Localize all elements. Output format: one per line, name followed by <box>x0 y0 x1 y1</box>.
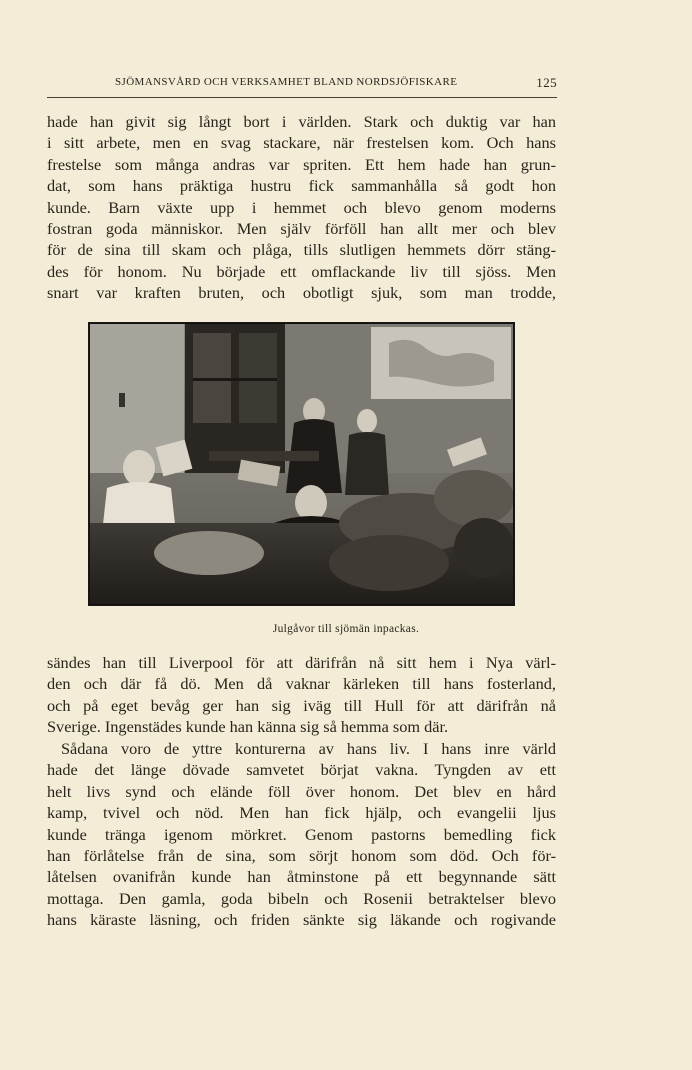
text-line: han förlåtelse från de sina, som sörjt honom som död. Och för- <box>47 846 556 866</box>
photograph-illustration <box>89 323 514 605</box>
text-line: mottaga. Den gamla, goda bibeln och Rosenii betraktelser blevo <box>47 888 556 908</box>
text-line: helt livs synd och elände föll över honom. Det blev en hård <box>47 781 556 801</box>
text-line: i sitt arbete, men en svag stackare, när frestelsen kom. Och hans <box>47 133 556 153</box>
text-line: hans käraste läsning, och friden sänkte sig läkande och rogivande <box>47 910 556 930</box>
paragraph-top <box>47 111 556 304</box>
running-head-title: SJÖMANSVÅRD OCH VERKSAMHET BLAND NORDSJÖFISKARE <box>115 76 458 88</box>
paragraph-bottom <box>47 652 556 738</box>
paragraph-last <box>47 738 556 931</box>
text-line: sändes han till Liverpool för att därifrån nå sitt hem i Nya värl- <box>47 653 556 672</box>
text-line: för de sina till skam och plåga, tills slutligen hemmets dörr stäng- <box>47 240 556 260</box>
text-line: dat, som hans präktiga hustru fick sammanhålla så godt hon <box>47 176 556 196</box>
text-line: fostran goda människor. Men själv förföll han allt mer och blev <box>47 219 556 239</box>
page-number: 125 <box>536 75 557 90</box>
text-line: kamp, tvivel och nöd. Men han fick hjälp, och evangelii ljus <box>47 803 556 823</box>
text-line: des för honom. Nu började ett omflackande liv till sjöss. Men <box>47 261 556 281</box>
text-line: Sådana voro de yttre konturerna av hans liv. I hans inre värld <box>61 739 556 758</box>
text-line: låtelsen ovanifrån kunde han åtminstone på ett begynnande sätt <box>47 867 556 887</box>
photograph-gift-packing <box>88 322 515 606</box>
text-line: hade det länge dövade samvetet börjat vakna. Tyngden av ett <box>47 760 556 780</box>
figure-caption: Julgåvor till sjömän inpackas. <box>272 623 420 635</box>
text-line: och på eget bevåg ger han sig iväg till Hull för att därifrån nå <box>47 695 556 715</box>
text-line: den och där få dö. Men då vaknar kärleken till hans fosterland, <box>47 674 556 694</box>
header-rule <box>47 97 557 98</box>
text-line: snart var kraften bruten, och obotligt sjuk, som man trodde, <box>47 283 556 303</box>
text-line: kunde. Barn växte upp i hemmet och blevo genom moderns <box>47 197 556 217</box>
text-line: kunde tränga igenom mörkret. Genom pastorns bemedling fick <box>47 824 556 844</box>
text-line: frestelse som många andras var spriten. Ett hem hade han grun- <box>47 154 556 174</box>
text-line: Sverige. Ingenstädes kunde han känna sig så hemma som där. <box>47 717 449 737</box>
text-line: hade han givit sig långt bort i världen. Stark och duktig var han <box>47 112 556 131</box>
